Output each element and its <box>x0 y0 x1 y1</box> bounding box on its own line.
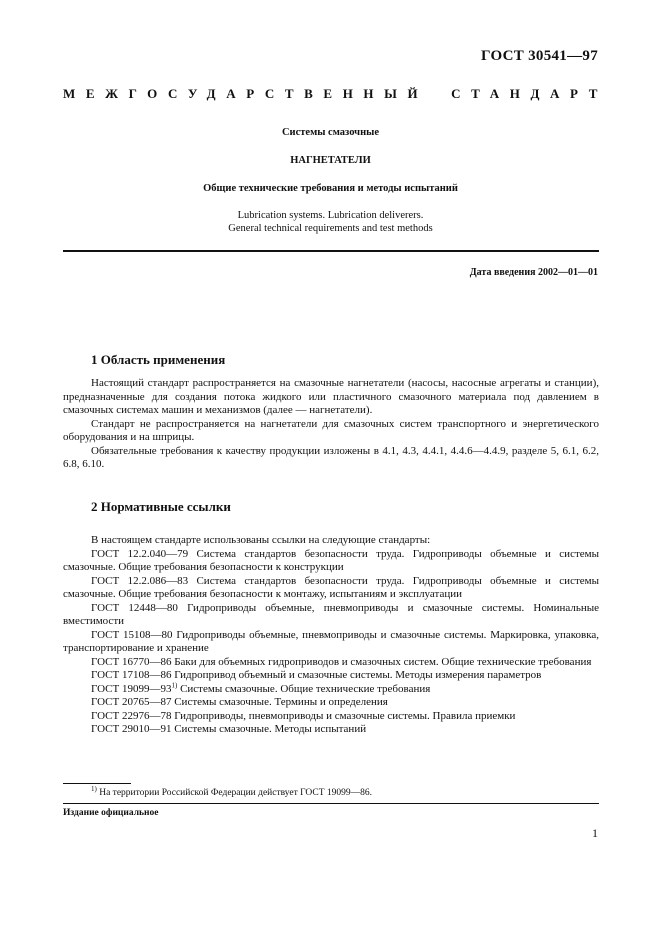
reference-item: ГОСТ 12.2.086—83 Система стандартов безопасности труда. Гидроприводы объемные и системы смазочные. Общие требования безопасности к монтажу, испытаниям и эксплуатации <box>63 574 599 600</box>
document-code: ГОСТ 30541—97 <box>480 48 598 64</box>
banner-word-standard: СТАНДАРТ <box>451 86 608 101</box>
title-subtitle: Системы смазочные <box>281 127 380 138</box>
page-number: 1 <box>592 826 598 840</box>
reference-item: ГОСТ 20765—87 Системы смазочные. Термины и определения <box>91 696 388 708</box>
reference-item: ГОСТ 17108—86 Гидропривод объемный и смазочные системы. Методы измерения параметров <box>91 669 542 681</box>
footnote-divider <box>63 783 131 784</box>
footnote-ref[interactable]: 1) <box>171 680 178 689</box>
english-title-line-1: Lubrication systems. Lubrication deliverers. <box>237 210 424 221</box>
footnote-marker: 1) <box>91 784 97 793</box>
introduction-date: Дата введения 2002—01—01 <box>469 267 598 278</box>
references-body <box>63 534 599 737</box>
reference-item: ГОСТ 29010—91 Системы смазочные. Методы испытаний <box>91 723 367 735</box>
title-divider <box>63 250 599 252</box>
scope-paragraph: Стандарт не распространяется на нагнетатели для смазочных систем транспортного и энергетического оборудования и на шприцы. <box>63 417 599 443</box>
edition-label: Издание официальное <box>63 808 159 818</box>
reference-code: ГОСТ 19099—93 <box>91 682 172 695</box>
scope-paragraph: Обязательные требования к качеству продукции изложены в 4.1, 4.3, 4.4.1, 4.4.6—4.4.9, разделе 5, 6.1, 6.2, 6.8, 6.10. <box>63 444 599 470</box>
reference-item: ГОСТ 12.2.040—79 Система стандартов безопасности труда. Гидроприводы объемные и системы смазочные. Общие требования безопасности к конструкции <box>63 547 599 573</box>
english-title-line-2: General technical requirements and test methods <box>228 223 433 234</box>
section-heading-references: 2 Нормативные ссылки <box>91 499 231 514</box>
standard-banner <box>63 86 608 102</box>
scope-body <box>63 377 599 472</box>
reference-item: ГОСТ 12448—80 Гидроприводы объемные, пневмоприводы и смазочные системы. Номинальные вместимости <box>63 601 599 627</box>
reference-item: ГОСТ 22976—78 Гидроприводы, пневмоприводы и смазочные системы. Правила приемки <box>91 709 516 722</box>
references-intro: В настоящем стандарте использованы ссылки на следующие стандарты: <box>91 534 431 546</box>
reference-item: ГОСТ 16770—86 Баки для объемных гидроприводов и смазочных систем. Общие технические требования <box>91 655 592 668</box>
page-title: НАГНЕТАТЕЛИ <box>290 155 371 166</box>
reference-item: ГОСТ 15108—80 Гидроприводы объемные, пневмоприводы и смазочные системы. Маркировка, упаковка, транспортирование и хранение <box>63 628 599 654</box>
scope-paragraph: Настоящий стандарт распространяется на смазочные нагнетатели (насосы, насосные агрегаты и станции), предназначенные для создания потока жидкого или пластичного смазочного материала под давлением в смазочных системах машин и механизмов (далее — нагнетатели). <box>63 377 599 416</box>
section-heading-scope: 1 Область применения <box>91 352 226 367</box>
reference-item-footnoted <box>63 680 599 697</box>
footnote <box>91 784 373 798</box>
footnote-text: На территории Российской Федерации действует ГОСТ 19099—86. <box>96 788 373 798</box>
footer-divider <box>63 803 599 804</box>
title-subtitle-2: Общие технические требования и методы испытаний <box>203 183 458 194</box>
banner-word-interstate: МЕЖГОСУДАРСТВЕННЫЙ <box>63 86 429 101</box>
reference-title: Системы смазочные. Общие технические требования <box>177 682 431 695</box>
